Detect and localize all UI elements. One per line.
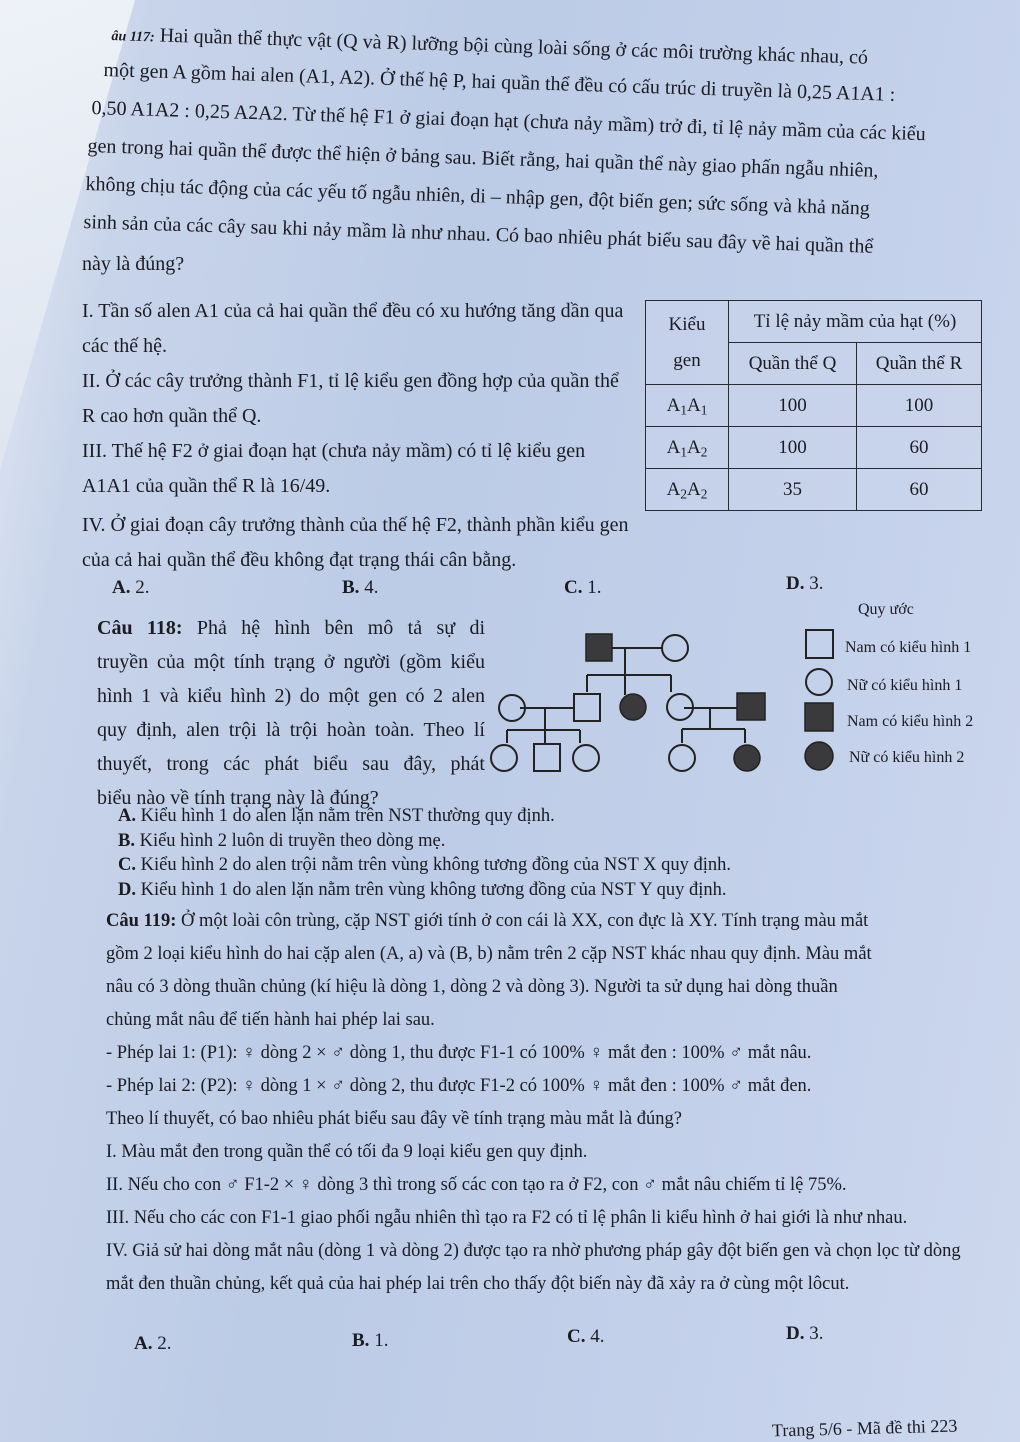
q118-stem-text-1: Phả hệ hình bên mô tả sự di	[196, 617, 486, 639]
option-value: 2.	[135, 577, 150, 598]
q119-stem-line-4: chủng mắt nâu để tiến hành hai phép lai sau.	[106, 1010, 435, 1030]
legend-square-filled-icon	[805, 703, 833, 731]
q119-stem-text-1: Ở một loài côn trùng, cặp NST giới tính ở con cái là XX, con đực là XY. Tính trạng màu mắt	[181, 911, 869, 931]
q117-stem-text-2: một gen A gồm hai alen (A1, A2). Ở thế hệ P, hai quần thể đều có cấu trúc di truyền là 0,25 A1A1 :	[103, 58, 896, 106]
q117-stem-text-1: Hai quần thể thực vật (Q và R) lưỡng bội cùng loài sống ở các môi trường khác nhau, có	[159, 24, 869, 69]
germination-table	[645, 300, 982, 511]
q118-stem	[97, 611, 485, 815]
pedigree-diagram	[485, 625, 775, 775]
q119-stem-line-2: gồm 2 loại kiểu hình do hai cặp alen (A, a) và (B, b) nằm trên 2 cặp NST khác nhau quy định. Màu mắt	[106, 944, 872, 964]
q118-stem-line-1	[97, 611, 485, 645]
option-value: 3.	[809, 1323, 824, 1344]
q117-stem-line-6	[83, 210, 873, 259]
q118-option-a[interactable]	[118, 804, 731, 829]
q119-stem-line-3: nâu có 3 dòng thuần chủng (kí hiệu là dòng 1, dòng 2 và dòng 3). Người ta sử dụng hai dòng thuần	[106, 977, 838, 997]
q117-option-c[interactable]	[564, 577, 601, 599]
q118-options	[118, 804, 731, 902]
option-value: 4.	[590, 1326, 605, 1347]
q117-stem-text-3: 0,50 A1A2 : 0,25 A2A2. Từ thế hệ F1 ở giai đoạn hạt (chưa nảy mầm) trở đi, tỉ lệ nảy mầm của các kiểu	[91, 96, 927, 146]
option-key: A.	[112, 577, 131, 598]
q117-stem-text-6: sinh sản của các cây sau khi nảy mầm là như nhau. Có bao nhiêu phát biểu sau đây về hai quần thể	[83, 210, 874, 258]
q117-stem-text-5: không chịu tác động của các yếu tố ngẫu nhiên, di – nhập gen, đột biến gen; sức sống và khả năng	[85, 172, 871, 220]
table-row	[646, 469, 982, 511]
q119-option-d[interactable]	[786, 1323, 823, 1345]
option-key: C.	[118, 855, 136, 875]
pedigree-male-unaffected	[574, 694, 600, 721]
option-text: Kiểu hình 1 do alen lặn nằm trên NST thường quy định.	[140, 806, 555, 826]
q117-option-b[interactable]	[342, 577, 378, 599]
option-key: D.	[786, 573, 805, 594]
pedigree-male-unaffected	[534, 744, 560, 771]
option-key: C.	[564, 577, 583, 598]
pedigree-female-unaffected	[573, 745, 599, 771]
option-key: A.	[134, 1333, 153, 1354]
q118-stem-line-2: truyền của một tính trạng ở người (gồm kiểu	[97, 651, 485, 673]
table-row	[646, 427, 982, 469]
option-value: 2.	[157, 1333, 172, 1354]
q119-statement-2: II. Nếu cho con ♂ F1-2 × ♀ dòng 3 thì trong số các con tạo ra ở F2, con ♂ mắt nâu chiếm tỉ lệ 75%.	[106, 1175, 847, 1195]
option-text: Kiểu hình 1 do alen lặn nằm trên vùng không tương đồng của NST Y quy định.	[140, 879, 727, 900]
genotype-cell: $A_2A_2$	[646, 469, 729, 511]
option-value: 1.	[374, 1330, 389, 1351]
header-genotype	[646, 301, 729, 385]
q119-option-a[interactable]	[134, 1333, 171, 1355]
q119-statement-1: I. Màu mắt đen trong quần thể có tối đa 9 loại kiểu gen quy định.	[106, 1142, 588, 1162]
pedigree-male-affected	[586, 634, 612, 661]
q118-option-b[interactable]	[118, 829, 731, 854]
q117-stem-text-4: gen trong hai quần thể được thể hiện ở bảng sau. Biết rằng, hai quần thể này giao phấn ngẫu nhiên,	[87, 134, 879, 182]
header-genotype-line1: Kiểu	[668, 313, 706, 335]
legend-label-female-phenotype-1: Nữ có kiểu hình 1	[847, 677, 963, 694]
option-key: D.	[118, 879, 136, 900]
header-germination-rate: Tỉ lệ nảy mầm của hạt (%)	[729, 301, 982, 343]
question-119	[106, 905, 990, 1301]
q117-statement-4: IV. Ở giai đoạn cây trưởng thành của thế hệ F2, thành phần kiểu gen của cả hai quần thể đều không đạt trạng thái cân bằng.	[82, 514, 629, 571]
q119-cross-1: - Phép lai 1: (P1): ♀ dòng 2 × ♂ dòng 1, thu được F1-1 có 100% ♀ mắt đen : 100% ♂ mắt nâu.	[106, 1043, 812, 1063]
q119-stem-line-1	[106, 905, 990, 938]
q119-option-b[interactable]	[352, 1330, 388, 1352]
q117-stem-line-7	[82, 252, 184, 276]
q119-statement-3: III. Nếu cho các con F1-1 giao phối ngẫu nhiên thì tạo ra F2 có tỉ lệ phân li kiểu hình ở hai giới là như nhau.	[106, 1208, 908, 1228]
pedigree-female-unaffected	[491, 745, 517, 771]
pedigree-female-unaffected	[669, 745, 695, 771]
option-key: B.	[342, 577, 360, 598]
rate-q-cell: 35	[729, 469, 857, 511]
rate-q-cell: 100	[729, 385, 857, 427]
option-key: B.	[118, 830, 135, 851]
q118-label: Câu 118:	[97, 617, 183, 639]
legend-title: Quy ước	[858, 601, 914, 618]
legend-circle-filled-icon	[805, 742, 833, 770]
q119-label: Câu 119:	[106, 911, 177, 931]
q118-stem-line-6: biểu nào về tính trạng này là đúng?	[97, 787, 379, 809]
option-value: 3.	[809, 573, 824, 594]
rate-r-cell: 100	[857, 385, 982, 427]
q117-statement-4-wrap	[82, 508, 647, 578]
q118-stem-line-4: quy định, alen trội là trội hoàn toàn. Theo lí	[97, 719, 485, 741]
rate-r-cell: 60	[857, 469, 982, 511]
genotype-cell: $A_1A_1$	[646, 385, 729, 427]
page-footer: Trang 5/6 - Mã đề thi 223	[771, 1415, 958, 1441]
q119-statement-4: IV. Giả sử hai dòng mắt nâu (dòng 1 và dòng 2) được tạo ra nhờ phương pháp gây đột biến gen và chọn lọc từ dòng mắt đen thuần chủng, kết quả của hai phép lai trên cho thấy đột biến này đã xảy ra ở cùng một lôcut.	[106, 1241, 961, 1294]
q119-question: Theo lí thuyết, có bao nhiêu phát biểu sau đây về tính trạng màu mắt là đúng?	[106, 1109, 682, 1129]
option-key: D.	[786, 1323, 805, 1344]
pedigree-male-affected	[737, 693, 765, 720]
header-population-q: Quần thể Q	[729, 343, 857, 385]
genotype-cell: $A_1A_2$	[646, 427, 729, 469]
q117-statements	[82, 294, 632, 504]
option-key: A.	[118, 806, 136, 826]
q117-label: âu 117:	[111, 28, 155, 46]
rate-r-cell: 60	[857, 427, 982, 469]
q119-cross-2: - Phép lai 2: (P2): ♀ dòng 1 × ♂ dòng 2, thu được F1-2 có 100% ♀ mắt đen : 100% ♂ mắt đen.	[106, 1076, 812, 1096]
q117-statement-2: II. Ở các cây trưởng thành F1, tỉ lệ kiểu gen đồng hợp của quần thể R cao hơn quần thể Q.	[82, 370, 619, 427]
q118-option-c[interactable]	[118, 853, 731, 878]
legend-square-open-icon	[806, 630, 833, 658]
pedigree-female-affected	[620, 694, 646, 720]
q117-stem-text-7: này là đúng?	[82, 253, 185, 275]
q117-statement-1: I. Tần số alen A1 của cả hai quần thể đều có xu hướng tăng dần qua các thế hệ.	[82, 300, 624, 357]
pedigree-female-affected	[734, 745, 760, 771]
option-text: Kiểu hình 2 luôn di truyền theo dòng mẹ.	[139, 830, 446, 851]
q119-option-c[interactable]	[567, 1326, 604, 1348]
legend-label-male-phenotype-2: Nam có kiểu hình 2	[847, 713, 974, 730]
rate-q-cell: 100	[729, 427, 857, 469]
q118-stem-line-3: hình 1 và kiểu hình 2) do một gen có 2 alen	[97, 685, 485, 707]
option-value: 1.	[587, 577, 602, 598]
q117-option-d[interactable]	[786, 573, 823, 595]
legend-circle-open-icon	[806, 669, 832, 695]
q118-option-d[interactable]	[118, 878, 731, 903]
legend-label-female-phenotype-2: Nữ có kiểu hình 2	[849, 749, 965, 766]
option-value: 4.	[364, 577, 379, 598]
q118-stem-line-5: thuyết, trong các phát biểu sau đây, phát	[97, 753, 485, 775]
q117-statement-3: III. Thế hệ F2 ở giai đoạn hạt (chưa nảy mầm) có tỉ lệ kiểu gen A1A1 của quần thể R là 16/49.	[82, 440, 586, 497]
option-key: B.	[352, 1330, 370, 1351]
legend-label-male-phenotype-1: Nam có kiểu hình 1	[845, 639, 972, 656]
table-row	[646, 385, 982, 427]
pedigree-female-unaffected	[662, 635, 688, 661]
option-key: C.	[567, 1326, 586, 1347]
header-genotype-line2: gen	[673, 349, 701, 371]
q117-option-a[interactable]	[112, 577, 149, 599]
option-text: Kiểu hình 2 do alen trội nằm trên vùng không tương đồng của NST X quy định.	[140, 855, 731, 875]
header-population-r: Quần thể R	[857, 343, 982, 385]
legend-symbols	[800, 625, 840, 775]
table-header-row-1	[646, 301, 982, 343]
